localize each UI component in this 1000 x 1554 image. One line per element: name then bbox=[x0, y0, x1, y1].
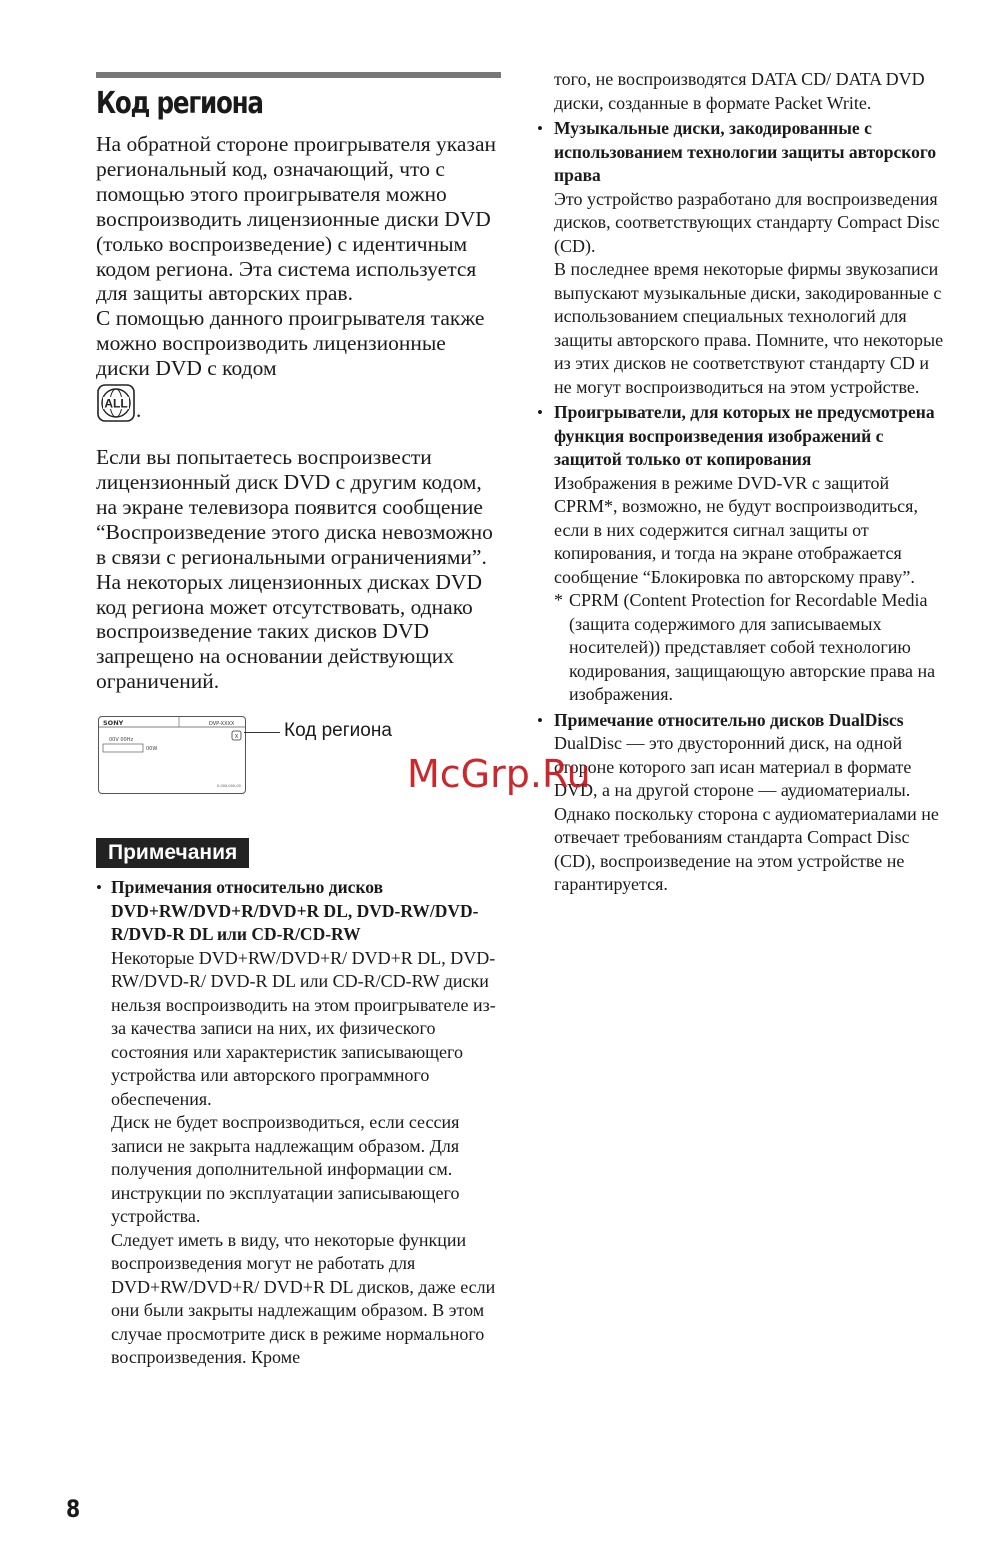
note-heading: • Примечания относительно дисков DVD+RW/DVD+R/DVD+R DL, DVD-RW/DVD-R/DVD-R DL или CD-R/CD-RW bbox=[111, 877, 479, 945]
notes-tag: Примечания bbox=[96, 838, 249, 868]
heading-rule bbox=[96, 72, 501, 78]
note-body: В последнее время некоторые фирмы звукозаписи выпускают музыкальные диски, закодированные с использованием специальных технологий для защиты авторского права. Помните, что некоторые из этих дисков не соответствуют стандарту CD и не могут воспроизводиться на этом устройстве. bbox=[554, 259, 944, 397]
device-model-text: DVP-XXXX bbox=[209, 721, 235, 728]
footnote bbox=[554, 589, 947, 707]
device-region-mark: X bbox=[234, 734, 239, 741]
footnote-mark: * bbox=[554, 590, 563, 610]
all-region-line bbox=[96, 383, 501, 423]
all-line-suffix: . bbox=[136, 398, 142, 423]
footnote-text: CPRM (Content Protection for Recordable Media (защита содержимого для записываемых носителей)) представляет собой технологию кодирования, защищающую авторские права на изображения. bbox=[569, 590, 936, 704]
note-item bbox=[537, 401, 947, 707]
note-heading: • Музыкальные диски, закодированные с использованием технологии защиты авторского права bbox=[554, 118, 937, 185]
note-body: Некоторые DVD+RW/DVD+R/ DVD+R DL, DVD-RW/DVD-R/ DVD-R DL или CD-R/CD-RW диски нельзя воспроизводить на этом проигрывателе из-за качества записи на них, их физического состояния или характеристик записывающего устройства или авторского программного обеспечения. bbox=[111, 947, 496, 1109]
note-body: Диск не будет воспроизводиться, если сессия записи не закрыта надлежащим образом. Для получения дополнительной информации см. инструкции по эксплуатации записывающего устройства. bbox=[111, 1112, 460, 1227]
note-body: Следует иметь в виду, что некоторые функции воспроизведения могут не работать для DVD+RW/DVD+R/ DVD+R DL дисков, даже если они были закрыты надлежащим образом. В этом случае просмотрите диск в режиме нормального воспроизведения. Кроме bbox=[111, 1229, 496, 1368]
device-label-illustration bbox=[98, 716, 246, 794]
note-body: Изображения в режиме DVD-VR с защитой CPRM*, возможно, не будут воспроизводиться, если в них содержится сигнал защиты от копирования, и тогда на экране отображается сообщение “Блокировка по авторскому праву”. bbox=[554, 472, 918, 587]
callout-line bbox=[244, 732, 280, 733]
intro-paragraph-1: На обратной стороне проигрывателя указан региональный код, означающий, что с помощью этого проигрывателя можно воспроизводить лицензионные диски DVD (только воспроизведение) с идентичным кодом региона. Эта система используется для защиты авторских прав. bbox=[96, 132, 496, 306]
all-icon-label: ALL bbox=[104, 396, 128, 411]
left-column bbox=[96, 72, 501, 1370]
note-item bbox=[537, 117, 947, 399]
all-region-globe-icon bbox=[96, 383, 136, 423]
watermark-text: McGrp.Ru bbox=[407, 752, 591, 796]
note-item bbox=[96, 876, 501, 1370]
intro-paragraph-3: Если вы попытаетесь воспроизвести лицензионный диск DVD с другим кодом, на экране телевизора появится сообщение “Воспроизведение этого диска невозможно в связи с региональными ограничениями”. На некоторых лицензионных дисках DVD код региона может отсутствовать, однако воспроизведение таких дисков DVD запрещено на основании действующих ограничений. bbox=[96, 445, 493, 694]
page-title: Код региона bbox=[96, 86, 263, 121]
device-brand-text: SONY bbox=[103, 719, 124, 728]
note-body: DualDisc — это двусторонний диск, на одной стороне которого зап исан материал в формате DVD, а на другой стороне — аудиоматериалы. Однако поскольку сторона с аудиоматериалами не отвечает требованиям стандарта Compact Disc (CD), воспроизведение на этом устройстве не гарантируется. bbox=[554, 733, 939, 894]
continued-text: того, не воспроизводятся DATA CD/ DATA DVD диски, созданные в формате Packet Write. bbox=[554, 69, 925, 113]
note-heading: • Проигрыватели, для которых не предусмотрена функция воспроизведения изображений с защитой только от копирования bbox=[554, 402, 935, 469]
note-item bbox=[537, 709, 947, 897]
region-code-callout: Код региона bbox=[284, 720, 392, 742]
intro-paragraph-2: С помощью данного проигрывателя также можно воспроизводить лицензионные диски DVD с кодом bbox=[96, 306, 485, 381]
note-body: Это устройство разработано для воспроизведения дисков, соответствующих стандарту Compact Disc (CD). bbox=[554, 188, 940, 256]
device-serial-text: 0-000-000-00 bbox=[217, 784, 241, 789]
device-watt-text: 00W bbox=[146, 746, 158, 753]
device-power-text: 00V 00Hz bbox=[109, 737, 134, 744]
page-number: 8 bbox=[66, 1495, 81, 1523]
note-heading: • Примечание относительно дисков DualDiscs bbox=[554, 709, 904, 730]
right-column bbox=[537, 68, 947, 897]
